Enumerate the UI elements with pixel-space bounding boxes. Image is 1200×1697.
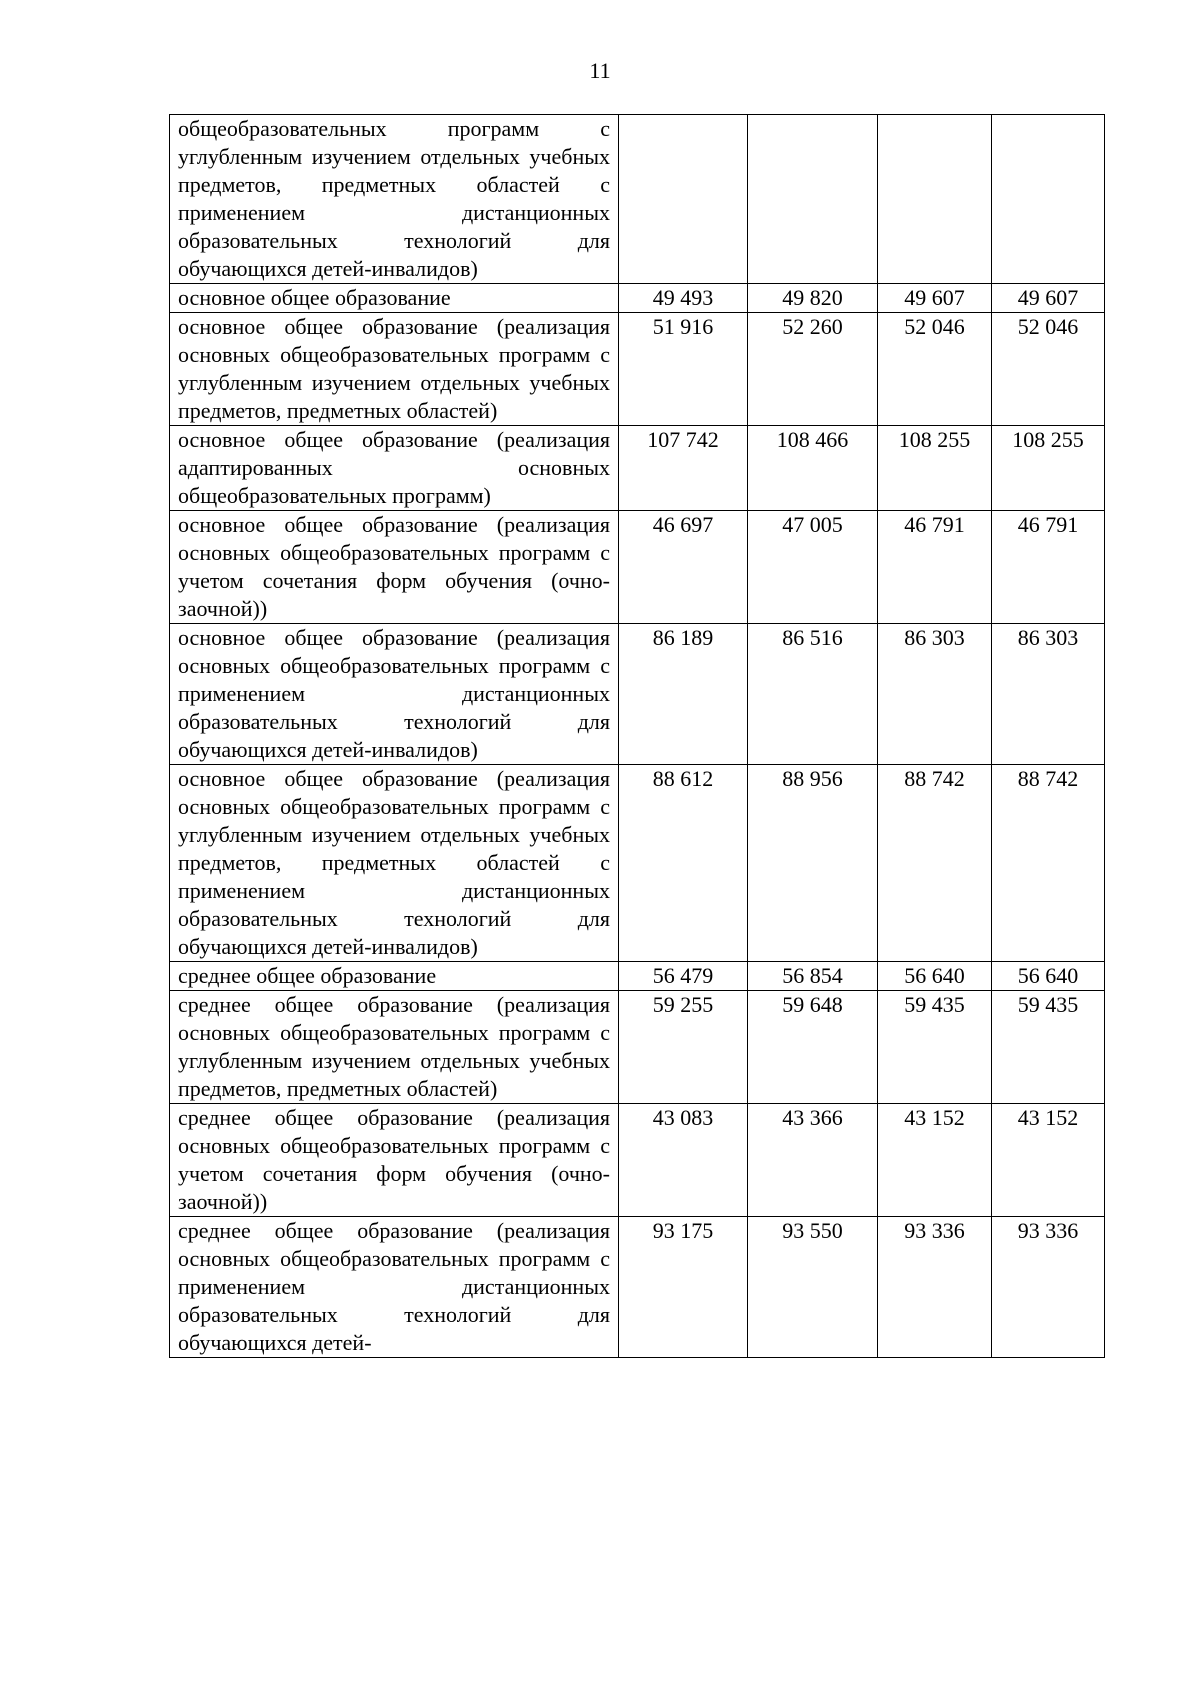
value-cell <box>748 115 878 284</box>
value-cell: 46 697 <box>619 511 748 624</box>
table-row <box>170 284 1105 313</box>
row-description: общеобразовательных программ с углубленным изучением отдельных учебных предметов, предметных областей с применением дистанционных образовательных технологий для обучающихся детей-инвалидов) <box>170 115 619 284</box>
value-cell: 46 791 <box>878 511 992 624</box>
row-description: основное общее образование (реализация основных общеобразовательных программ с применением дистанционных образовательных технологий для обучающихся детей-инвалидов) <box>170 624 619 765</box>
value-cell: 56 640 <box>992 962 1105 991</box>
value-cell: 108 255 <box>992 426 1105 511</box>
value-cell: 52 046 <box>878 313 992 426</box>
value-cell: 59 648 <box>748 991 878 1104</box>
row-description: основное общее образование (реализация основных общеобразовательных программ с учетом сочетания форм обучения (очно-заочной)) <box>170 511 619 624</box>
table-row <box>170 962 1105 991</box>
row-description: среднее общее образование (реализация основных общеобразовательных программ с углубленным изучением отдельных учебных предметов, предметных областей) <box>170 991 619 1104</box>
value-cell: 93 175 <box>619 1217 748 1358</box>
value-cell <box>878 115 992 284</box>
value-cell: 56 854 <box>748 962 878 991</box>
value-cell <box>619 115 748 284</box>
value-cell: 43 366 <box>748 1104 878 1217</box>
value-cell: 93 336 <box>992 1217 1105 1358</box>
value-cell: 93 336 <box>878 1217 992 1358</box>
row-description: среднее общее образование (реализация основных общеобразовательных программ с учетом сочетания форм обучения (очно-заочной)) <box>170 1104 619 1217</box>
value-cell: 59 435 <box>878 991 992 1104</box>
value-cell: 88 742 <box>992 765 1105 962</box>
value-cell: 51 916 <box>619 313 748 426</box>
row-description: основное общее образование (реализация основных общеобразовательных программ с углубленным изучением отдельных учебных предметов, предметных областей с применением дистанционных образовательных технологий для обучающихся детей-инвалидов) <box>170 765 619 962</box>
value-cell: 43 083 <box>619 1104 748 1217</box>
row-description: основное общее образование (реализация основных общеобразовательных программ с углубленным изучением отдельных учебных предметов, предметных областей) <box>170 313 619 426</box>
value-cell <box>992 115 1105 284</box>
value-cell: 52 260 <box>748 313 878 426</box>
value-cell: 49 493 <box>619 284 748 313</box>
value-cell: 49 820 <box>748 284 878 313</box>
table-row <box>170 624 1105 765</box>
row-description: основное общее образование <box>170 284 619 313</box>
row-description: среднее общее образование <box>170 962 619 991</box>
value-cell: 47 005 <box>748 511 878 624</box>
table-row <box>170 115 1105 284</box>
value-cell: 46 791 <box>992 511 1105 624</box>
table-row <box>170 313 1105 426</box>
page-number: 11 <box>589 58 611 83</box>
table-row <box>170 1104 1105 1217</box>
table-row <box>170 991 1105 1104</box>
value-cell: 49 607 <box>992 284 1105 313</box>
value-cell: 108 255 <box>878 426 992 511</box>
value-cell: 56 479 <box>619 962 748 991</box>
value-cell: 52 046 <box>992 313 1105 426</box>
value-cell: 88 742 <box>878 765 992 962</box>
value-cell: 88 956 <box>748 765 878 962</box>
value-cell: 43 152 <box>992 1104 1105 1217</box>
value-cell: 108 466 <box>748 426 878 511</box>
value-cell: 56 640 <box>878 962 992 991</box>
value-cell: 49 607 <box>878 284 992 313</box>
value-cell: 93 550 <box>748 1217 878 1358</box>
table-row <box>170 765 1105 962</box>
value-cell: 43 152 <box>878 1104 992 1217</box>
value-cell: 86 516 <box>748 624 878 765</box>
value-cell: 88 612 <box>619 765 748 962</box>
value-cell: 107 742 <box>619 426 748 511</box>
value-cell: 86 303 <box>992 624 1105 765</box>
row-description: среднее общее образование (реализация основных общеобразовательных программ с применением дистанционных образовательных технологий для обучающихся детей- <box>170 1217 619 1358</box>
value-cell: 59 255 <box>619 991 748 1104</box>
table-row <box>170 1217 1105 1358</box>
data-table <box>169 114 1105 1358</box>
table-row <box>170 511 1105 624</box>
value-cell: 86 303 <box>878 624 992 765</box>
value-cell: 59 435 <box>992 991 1105 1104</box>
table-row <box>170 426 1105 511</box>
value-cell: 86 189 <box>619 624 748 765</box>
row-description: основное общее образование (реализация адаптированных основных общеобразовательных программ) <box>170 426 619 511</box>
